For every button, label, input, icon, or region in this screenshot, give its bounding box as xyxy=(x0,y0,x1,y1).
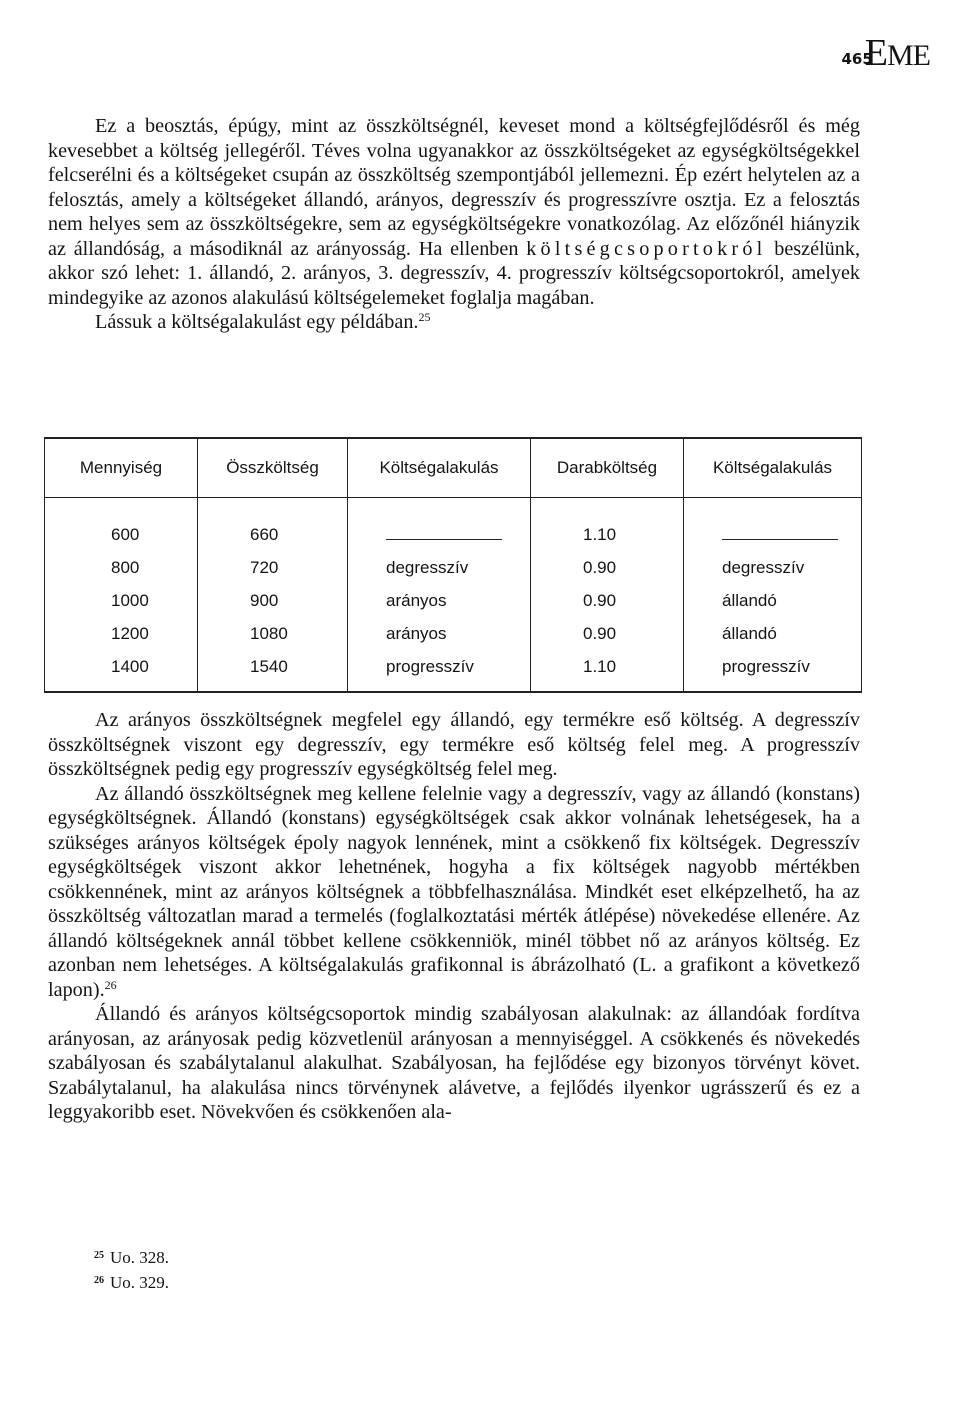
intro-text-part1: Ez a beosztás, épúgy, mint az összköltségnél, keveset mond a költségfejlődésről és még kevesebbet a költség jellegéről. Téves volna ugyanakkor az összköltségeket az egységköltségekkel felcserélni és a költségeket csupán az összköltség szempontjából jellemezni. Ép ezért helytelen az a felosztás, amely a költségeket állandó, arányos, degresszív és progresszívre osztja. Ez a felosztás nem helyes sem az összköltségekre, sem az egységköltségekre vonatkozólag. Az előzőnél hiányzik az állandóság, a másodiknál az arányosság. Ha ellenben xyxy=(48,115,860,260)
running-head-letter-m: M xyxy=(886,39,913,72)
footnote-mark: 26 xyxy=(94,1275,104,1286)
table-row xyxy=(45,551,862,584)
spaced-emphasis-word: költségcsoportokról xyxy=(526,237,767,260)
cell-unit-cost: 0.90 xyxy=(531,551,684,584)
cell-total: 1540 xyxy=(198,650,348,692)
cell-quantity: 600 xyxy=(45,498,198,552)
blank-line xyxy=(722,529,838,540)
cell-total-trend-blank xyxy=(348,498,531,552)
cell-total: 1080 xyxy=(198,617,348,650)
cell-total-trend: arányos xyxy=(348,617,531,650)
table-header-row xyxy=(45,438,862,498)
header-total-trend: Költségalakulás xyxy=(348,438,531,498)
cell-quantity: 800 xyxy=(45,551,198,584)
paragraph-regular: Állandó és arányos költségcsoportok mindig szabályosan alakulnak: az állandóak fordítva arányosan, az arányosak pedig közvetlenül arányosan a mennyiséggel. A csökkenés és növekedés szabályosan és szabálytalanul alakulhat. Szabályosan, ha fejlődése egy bizonyos törvényt követ. Szabálytalanul, ha alakulása nincs törvénynek alávetve, a fejlődés ilyenkor ugrásszerű és ez a leggyakoribb eset. Növekvően és csökkenően ala- xyxy=(48,1003,860,1123)
table-row xyxy=(45,650,862,692)
page-header xyxy=(841,34,930,72)
header-quantity: Mennyiség xyxy=(45,438,198,498)
cell-quantity: 1200 xyxy=(45,617,198,650)
cell-quantity: 1000 xyxy=(45,584,198,617)
footnote-text: Uo. 329. xyxy=(110,1273,170,1292)
paragraph-constant xyxy=(48,782,860,1003)
table-row xyxy=(45,584,862,617)
cell-unit-trend: állandó xyxy=(684,617,862,650)
paragraph-proportional: Az arányos összköltségnek megfelel egy állandó, egy termékre eső költség. A degresszív összköltségnek viszont egy degresszív, egy termékre eső költség felel meg. A progresszív összköltségnek pedig egy progresszív egységköltség felel meg. xyxy=(48,709,860,780)
header-total-cost: Összköltség xyxy=(198,438,348,498)
cell-unit-trend: állandó xyxy=(684,584,862,617)
example-line-text: Lássuk a költségalakulást egy példában. xyxy=(95,311,419,333)
footnote-text: Uo. 328. xyxy=(110,1248,170,1267)
footnote-mark: 25 xyxy=(94,1250,104,1261)
cell-total: 900 xyxy=(198,584,348,617)
cell-unit-cost: 0.90 xyxy=(531,617,684,650)
intro-text-part2: beszélünk, akkor szó lehet: 1. állandó, 2. arányos, 3. degresszív, 4. progresszív költségcsoportokról, amelyek mindegyike az azonos alakulású költségelemeket foglalja magában. xyxy=(48,237,861,309)
cost-table-container xyxy=(44,437,862,688)
cell-total: 660 xyxy=(198,498,348,552)
cell-total-trend: degresszív xyxy=(348,551,531,584)
footnotes xyxy=(94,1244,169,1294)
footnote-ref-25: 25 xyxy=(418,310,431,324)
footnote-ref-26: 26 xyxy=(104,977,117,992)
body-text-block xyxy=(48,708,860,1125)
intro-text-block xyxy=(48,114,860,335)
footnote-26 xyxy=(94,1269,169,1294)
intro-paragraph xyxy=(48,114,860,310)
cost-table xyxy=(44,437,862,693)
cell-unit-cost: 0.90 xyxy=(531,584,684,617)
cell-quantity: 1400 xyxy=(45,650,198,692)
paragraph-constant-text: Az állandó összköltségnek meg kellene felelnie vagy a degresszív, vagy az állandó (konstans) egységköltségnek. Állandó (konstans) egységköltségek csak akkor volnának lehetségesek, ha a szükséges arányos költségek époly nagyok lennének, mint a csökkenő fix költségek. Degresszív egységköltségek viszont akkor lehetnének, hogyha a fix költségek nagyobb mértékben csökkennének, mint az arányos költségnek a többfelhasználása. Mindkét eset elképzelhető, ha az összköltség változatlan marad a termelés (foglalkoztatási mérték átlépése) növekedése ellenére. Az állandó költségeknek annál többet kellene csökkenniök, minél többet nő az arányos költség. Ez azonban nem lehetséges. A költségalakulás grafikonnal is ábrázolható (L. a grafikont a következő lapon). xyxy=(48,782,860,1001)
cell-unit-cost: 1.10 xyxy=(531,498,684,552)
running-head-letter-e1: E xyxy=(864,32,887,74)
cell-total: 720 xyxy=(198,551,348,584)
cell-unit-trend: degresszív xyxy=(684,551,862,584)
running-head-letter-e2: E xyxy=(912,39,930,72)
blank-line xyxy=(386,529,502,540)
cell-unit-trend: progresszív xyxy=(684,650,862,692)
cell-unit-trend-blank xyxy=(684,498,862,552)
cell-total-trend: progresszív xyxy=(348,650,531,692)
table-row xyxy=(45,498,862,552)
footnote-25 xyxy=(94,1244,169,1269)
header-unit-cost: Darabköltség xyxy=(531,438,684,498)
example-intro-line xyxy=(48,310,860,335)
table-row xyxy=(45,617,862,650)
cell-total-trend: arányos xyxy=(348,584,531,617)
running-head-logo xyxy=(865,34,930,72)
header-unit-trend: Költségalakulás xyxy=(684,438,862,498)
page-number: 465 xyxy=(841,50,873,68)
cell-unit-cost: 1.10 xyxy=(531,650,684,692)
